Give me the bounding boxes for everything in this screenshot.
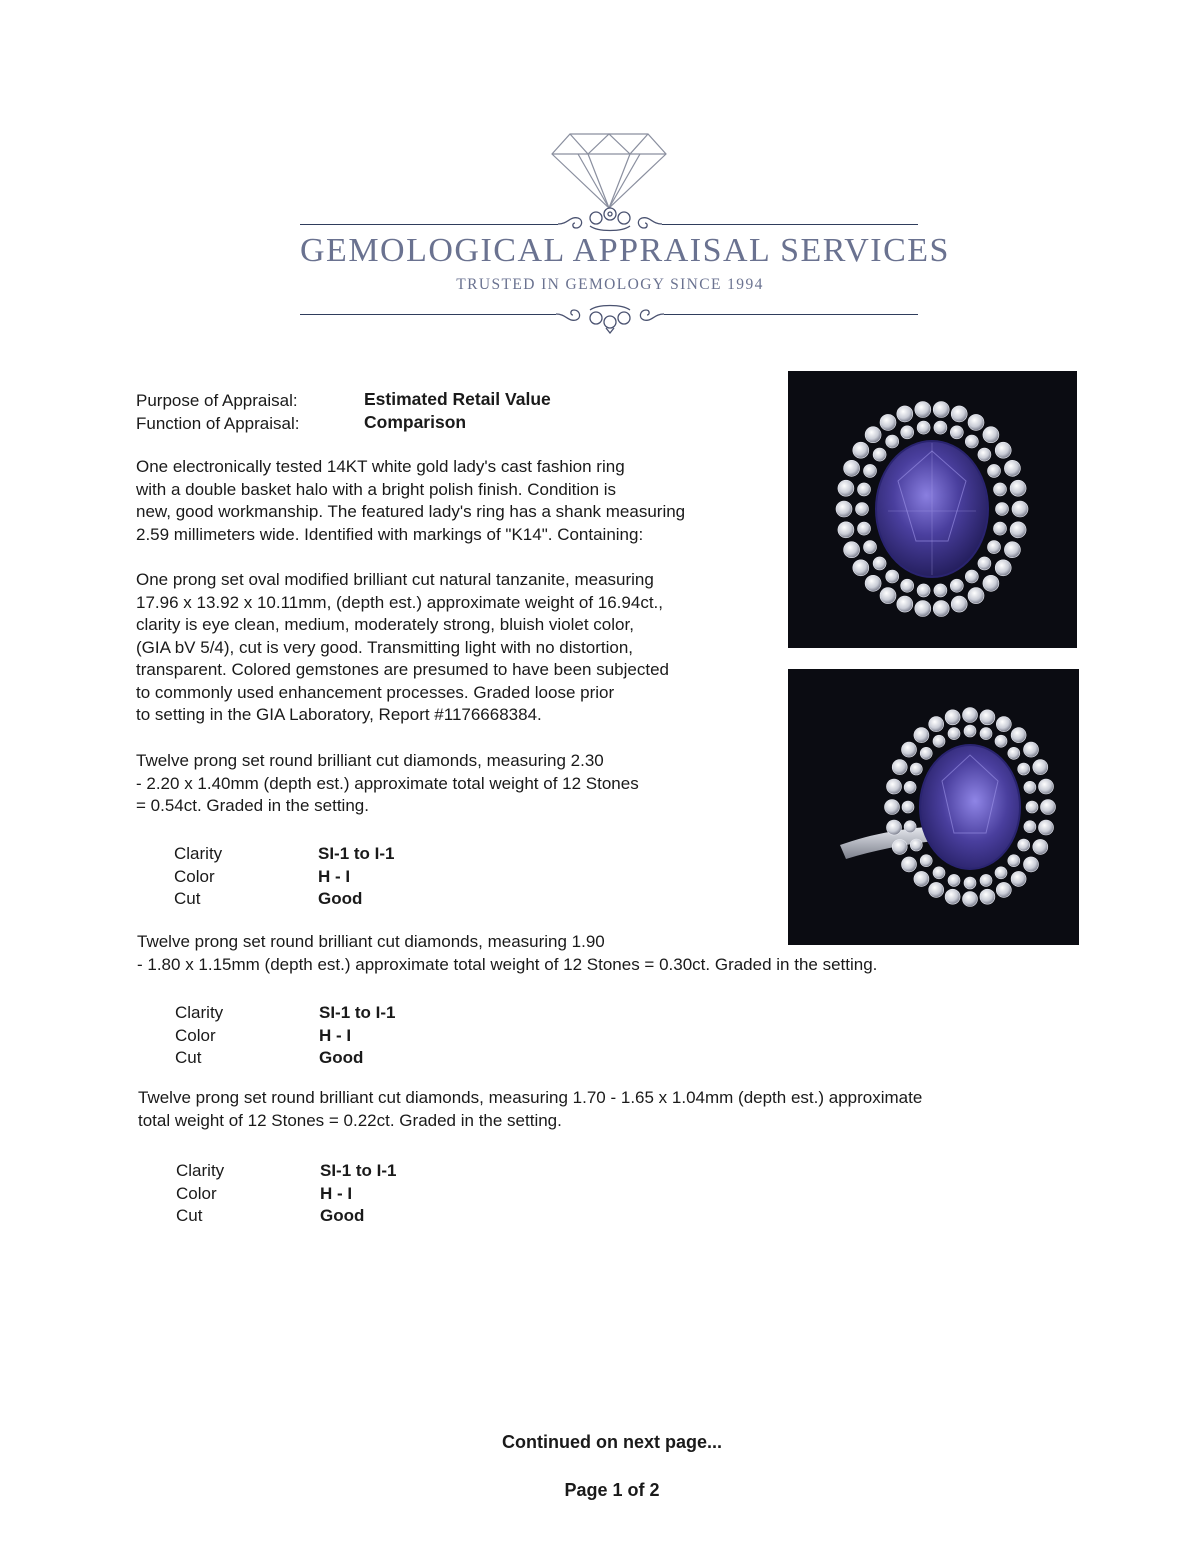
halo-diamond: [1041, 800, 1056, 815]
diamond-group-line: Twelve prong set round brilliant cut diamonds, measuring 1.90: [137, 932, 605, 951]
halo-diamond: [910, 839, 922, 851]
halo-diamond: [910, 763, 922, 775]
halo-diamond: [1008, 855, 1020, 867]
center-stone-line: to setting in the GIA Laboratory, Report #1176668384.: [136, 705, 542, 724]
company-tagline: TRUSTED IN GEMOLOGY SINCE 1994: [456, 276, 764, 293]
header-rule-bottom-left: [300, 314, 556, 315]
halo-diamond: [887, 820, 902, 835]
halo-diamond: [836, 501, 852, 517]
cut-value: Good: [319, 1048, 364, 1067]
halo-diamond: [945, 889, 960, 904]
halo-diamond: [1018, 839, 1030, 851]
halo-diamond: [968, 414, 984, 430]
header-rule-top-right: [662, 224, 918, 225]
grade-row-color: [176, 1183, 397, 1206]
grade-row-clarity: [176, 1160, 397, 1183]
function-value: Comparison: [364, 412, 467, 432]
center-stone-line: 17.96 x 13.92 x 10.11mm, (depth est.) approximate weight of 16.94ct.,: [136, 592, 663, 612]
ring-top-view-image: [788, 371, 1077, 648]
diamond-group-line: Twelve prong set round brilliant cut diamonds, measuring 1.70 - 1.65 x 1.04mm (depth est.) approximate: [138, 1088, 923, 1107]
halo-diamond: [856, 503, 869, 516]
halo-diamond: [1024, 742, 1039, 757]
clarity-value: SI-1 to I-1: [320, 1161, 397, 1180]
halo-diamond: [950, 426, 963, 439]
halo-diamond: [964, 725, 976, 737]
halo-diamond: [1033, 839, 1048, 854]
halo-diamond: [897, 406, 913, 422]
flourish-ornament-bottom: [554, 300, 666, 334]
halo-diamond: [1039, 820, 1054, 835]
halo-diamond: [901, 426, 914, 439]
continued-notice: Continued on next page...: [502, 1432, 722, 1452]
halo-diamond: [886, 435, 899, 448]
diamond-group-description: [136, 750, 639, 818]
cut-label: Cut: [174, 889, 201, 908]
halo-diamond: [853, 560, 869, 576]
halo-diamond: [902, 742, 917, 757]
halo-diamond: [904, 821, 916, 833]
halo-diamond: [838, 480, 854, 496]
halo-diamond: [1039, 779, 1054, 794]
halo-diamond: [1004, 542, 1020, 558]
purpose-label: Purpose of Appraisal:: [136, 391, 298, 410]
halo-diamond: [963, 892, 978, 907]
diamond-group-line: = 0.54ct. Graded in the setting.: [136, 796, 369, 815]
center-stone-line: One prong set oval modified brilliant cut natural tanzanite, measuring: [136, 570, 654, 589]
halo-diamond: [914, 871, 929, 886]
diamond-group-line: - 1.80 x 1.15mm (depth est.) approximate total weight of 12 Stones = 0.30ct. Graded in the setting.: [137, 954, 878, 974]
grade-row-color: [174, 866, 395, 889]
ring-description: [136, 456, 685, 546]
halo-diamond: [934, 584, 947, 597]
page-number: Page 1 of 2: [564, 1480, 660, 1500]
halo-diamond: [887, 779, 902, 794]
halo-diamond: [920, 747, 932, 759]
halo-diamond: [858, 483, 871, 496]
center-stone-line: to commonly used enhancement processes. Graded loose prior: [136, 682, 615, 702]
color-label: Color: [174, 866, 215, 886]
description-line: 2.59 millimeters wide. Identified with markings of "K14". Containing:: [136, 524, 644, 544]
halo-diamond: [950, 579, 963, 592]
halo-diamond: [902, 801, 914, 813]
halo-diamond: [995, 735, 1007, 747]
halo-diamond: [1011, 728, 1026, 743]
ring-photo-top-view: [788, 371, 1077, 648]
halo-diamond: [951, 406, 967, 422]
halo-diamond: [965, 570, 978, 583]
halo-diamond: [1033, 760, 1048, 775]
halo-diamond: [915, 601, 931, 617]
halo-diamond: [995, 442, 1011, 458]
color-value: H - I: [320, 1183, 353, 1203]
halo-diamond: [917, 584, 930, 597]
halo-diamond: [968, 588, 984, 604]
halo-diamond: [996, 717, 1011, 732]
clarity-label: Clarity: [175, 1003, 224, 1022]
halo-diamond: [1018, 763, 1030, 775]
halo-diamond: [844, 542, 860, 558]
halo-diamond: [994, 483, 1007, 496]
halo-diamond: [988, 464, 1001, 477]
grade-row-cut: [175, 1047, 396, 1070]
halo-diamond: [864, 464, 877, 477]
company-name: GEMOLOGICAL APPRAISAL SERVICES: [300, 232, 950, 269]
grade-row-cut: [176, 1205, 397, 1228]
clarity-value: SI-1 to I-1: [318, 844, 395, 863]
halo-diamond: [1026, 801, 1038, 813]
diamond-grade-table: [176, 1160, 397, 1228]
halo-diamond: [948, 728, 960, 740]
halo-diamond: [897, 596, 913, 612]
halo-diamond: [858, 522, 871, 535]
ring-photo-angle-view: [788, 669, 1079, 945]
halo-diamond: [978, 448, 991, 461]
halo-diamond: [929, 717, 944, 732]
grade-row-clarity: [174, 843, 395, 866]
halo-diamond: [951, 596, 967, 612]
description-line: new, good workmanship. The featured lady's ring has a shank measuring: [136, 502, 686, 521]
diamond-group-line: Twelve prong set round brilliant cut diamonds, measuring 2.30: [136, 751, 604, 770]
purpose-value: Estimated Retail Value: [364, 389, 551, 409]
description-line: One electronically tested 14KT white gold lady's cast fashion ring: [136, 457, 625, 476]
description-line: with a double basket halo with a bright polish finish. Condition is: [136, 479, 617, 499]
halo-diamond: [864, 541, 877, 554]
halo-diamond: [963, 708, 978, 723]
halo-diamond: [904, 781, 916, 793]
cut-value: Good: [318, 889, 363, 908]
diamond-logo-icon: [548, 128, 670, 210]
halo-diamond: [892, 760, 907, 775]
header-rule-bottom-right: [664, 314, 918, 315]
halo-diamond: [914, 728, 929, 743]
halo-diamond: [1010, 522, 1026, 538]
diamond-grade-table: [174, 843, 395, 911]
halo-diamond: [873, 557, 886, 570]
halo-diamond: [980, 728, 992, 740]
halo-diamond: [1004, 460, 1020, 476]
halo-diamond: [1024, 821, 1036, 833]
center-stone-description: [136, 569, 669, 727]
halo-diamond: [838, 522, 854, 538]
center-stone-line: transparent. Colored gemstones are presumed to have been subjected: [136, 660, 669, 679]
halo-diamond: [933, 867, 945, 879]
halo-diamond: [948, 874, 960, 886]
halo-diamond: [965, 435, 978, 448]
halo-diamond: [980, 710, 995, 725]
halo-diamond: [865, 427, 881, 443]
color-label: Color: [175, 1025, 216, 1045]
halo-diamond: [917, 421, 930, 434]
halo-diamond: [873, 448, 886, 461]
halo-diamond: [995, 867, 1007, 879]
cut-label: Cut: [176, 1206, 203, 1225]
diamond-group-line: total weight of 12 Stones = 0.22ct. Graded in the setting.: [138, 1110, 562, 1130]
grade-row-clarity: [175, 1002, 396, 1025]
halo-diamond: [886, 570, 899, 583]
halo-diamond: [983, 427, 999, 443]
halo-diamond: [994, 522, 1007, 535]
halo-diamond: [920, 855, 932, 867]
halo-diamond: [1024, 857, 1039, 872]
halo-diamond: [853, 442, 869, 458]
clarity-label: Clarity: [176, 1161, 225, 1180]
clarity-label: Clarity: [174, 844, 223, 863]
halo-diamond: [933, 601, 949, 617]
function-label: Function of Appraisal:: [136, 414, 300, 433]
halo-diamond: [902, 857, 917, 872]
halo-diamond: [945, 710, 960, 725]
halo-diamond: [933, 735, 945, 747]
diamond-group-description: [137, 931, 877, 976]
halo-diamond: [996, 882, 1011, 897]
clarity-value: SI-1 to I-1: [319, 1003, 396, 1022]
halo-diamond: [892, 839, 907, 854]
halo-diamond: [995, 560, 1011, 576]
halo-diamond: [844, 460, 860, 476]
halo-diamond: [978, 557, 991, 570]
grade-row-cut: [174, 888, 395, 911]
halo-diamond: [980, 874, 992, 886]
halo-diamond: [980, 889, 995, 904]
grade-row-color: [175, 1025, 396, 1048]
diamond-group-line: - 2.20 x 1.40mm (depth est.) approximate total weight of 12 Stones: [136, 773, 639, 793]
diamond-grade-table: [175, 1002, 396, 1070]
halo-diamond: [1012, 501, 1028, 517]
halo-diamond: [885, 800, 900, 815]
halo-diamond: [880, 588, 896, 604]
halo-diamond: [901, 579, 914, 592]
color-value: H - I: [319, 1025, 352, 1045]
header-rule-top-left: [300, 224, 558, 225]
color-value: H - I: [318, 866, 351, 886]
halo-diamond: [1024, 781, 1036, 793]
halo-diamond: [964, 877, 976, 889]
halo-diamond: [933, 402, 949, 418]
halo-diamond: [996, 503, 1009, 516]
ring-angle-view-image: [788, 669, 1079, 945]
halo-diamond: [983, 575, 999, 591]
halo-diamond: [865, 575, 881, 591]
diamond-group-description: [138, 1087, 922, 1132]
halo-diamond: [1010, 480, 1026, 496]
halo-diamond: [929, 882, 944, 897]
color-label: Color: [176, 1183, 217, 1203]
halo-diamond: [915, 402, 931, 418]
halo-diamond: [880, 414, 896, 430]
halo-diamond: [1011, 871, 1026, 886]
halo-diamond: [934, 421, 947, 434]
center-stone-line: clarity is eye clean, medium, moderately strong, bluish violet color,: [136, 615, 634, 634]
halo-diamond: [1008, 747, 1020, 759]
halo-diamond: [988, 541, 1001, 554]
cut-value: Good: [320, 1206, 365, 1225]
center-stone-line: (GIA bV 5/4), cut is very good. Transmitting light with no distortion,: [136, 637, 634, 657]
cut-label: Cut: [175, 1048, 202, 1067]
